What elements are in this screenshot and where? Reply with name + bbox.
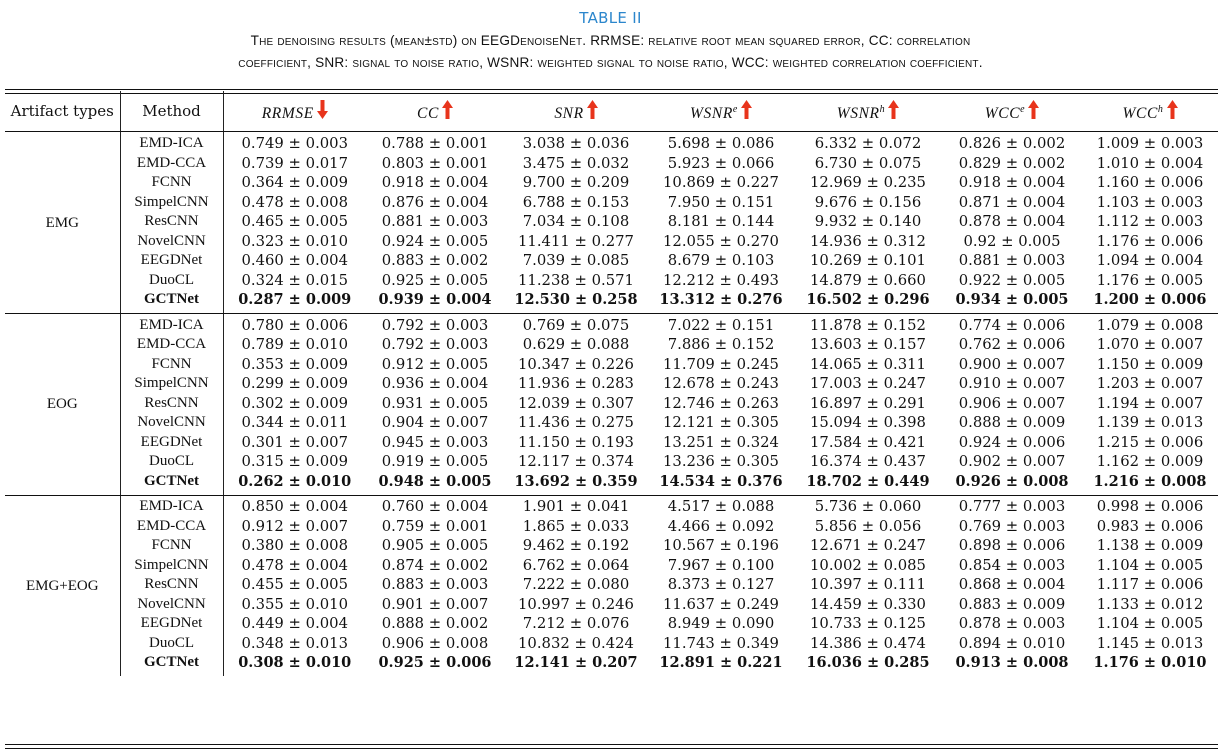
metric-value-cell: 0.871 ± 0.004 bbox=[958, 193, 1066, 211]
metric-value-cell: 0.876 ± 0.004 bbox=[381, 193, 489, 211]
metric-value-cell: 5.698 ± 0.086 bbox=[667, 135, 775, 152]
method-cell: GCTNet bbox=[120, 653, 223, 676]
group-separator-rule bbox=[5, 313, 1218, 314]
metric-superscript: e bbox=[732, 103, 738, 115]
arrow-down-icon bbox=[317, 100, 328, 119]
method-cell: GCTNet bbox=[120, 472, 223, 495]
metric-value-cell: 16.897 ± 0.291 bbox=[810, 394, 926, 412]
metric-value-cell: 1.176 ± 0.006 bbox=[1096, 232, 1204, 250]
metric-value-cell: 8.679 ± 0.103 bbox=[667, 252, 775, 269]
metric-value-cell: 18.702 ± 0.449 bbox=[806, 472, 930, 490]
metric-value-cell: 13.251 ± 0.324 bbox=[663, 433, 779, 451]
metric-value-cell: 11.709 ± 0.245 bbox=[663, 355, 779, 373]
table-header bbox=[5, 91, 1218, 131]
metric-value-cell: 0.769 ± 0.003 bbox=[958, 517, 1066, 535]
metric-value-cell: 11.743 ± 0.349 bbox=[663, 634, 779, 652]
metric-value-cell: 9.932 ± 0.140 bbox=[814, 213, 922, 230]
metric-value-cell: 5.736 ± 0.060 bbox=[814, 498, 922, 515]
metric-label: WCC bbox=[984, 104, 1021, 122]
arrow-up-icon bbox=[1028, 100, 1039, 119]
header-metric-cc bbox=[366, 91, 504, 131]
metric-value-cell: 0.455 ± 0.005 bbox=[241, 576, 349, 593]
table-row bbox=[5, 251, 1218, 271]
metric-value-cell: 0.912 ± 0.007 bbox=[241, 517, 349, 535]
metric-value-cell: 14.386 ± 0.474 bbox=[810, 634, 926, 652]
table-row bbox=[5, 394, 1218, 414]
metric-value-cell: 0.939 ± 0.004 bbox=[378, 291, 492, 308]
metric-value-cell: 1.200 ± 0.006 bbox=[1093, 291, 1207, 308]
metric-value-cell: 12.039 ± 0.307 bbox=[518, 394, 634, 412]
metric-value-cell: 0.948 ± 0.005 bbox=[378, 472, 492, 490]
table-row bbox=[5, 193, 1218, 213]
metric-value-cell: 0.998 ± 0.006 bbox=[1096, 498, 1204, 515]
method-cell: EEGDNet bbox=[120, 251, 223, 271]
metric-value-cell: 10.347 ± 0.226 bbox=[518, 355, 634, 373]
metric-value-cell: 6.762 ± 0.064 bbox=[522, 556, 630, 574]
metric-value-cell: 1.216 ± 0.008 bbox=[1093, 472, 1207, 490]
metric-value-cell: 0.449 ± 0.004 bbox=[241, 615, 349, 632]
table-row bbox=[5, 154, 1218, 174]
table-row bbox=[5, 271, 1218, 291]
table-row bbox=[5, 433, 1218, 453]
metric-value-cell: 0.901 ± 0.007 bbox=[381, 595, 489, 613]
metric-value-cell: 0.287 ± 0.009 bbox=[238, 291, 352, 308]
metric-value-cell: 0.315 ± 0.009 bbox=[241, 453, 349, 470]
method-cell: ResCNN bbox=[120, 575, 223, 595]
metric-value-cell: 0.629 ± 0.088 bbox=[522, 336, 630, 353]
header-metric-wsnre bbox=[648, 91, 794, 131]
method-cell: FCNN bbox=[120, 355, 223, 375]
metric-value-cell: 6.332 ± 0.072 bbox=[814, 135, 922, 152]
metric-value-cell: 11.150 ± 0.193 bbox=[518, 433, 634, 451]
header-method: Method bbox=[120, 91, 223, 131]
metric-value-cell: 0.774 ± 0.006 bbox=[958, 316, 1066, 334]
method-cell: EMD-CCA bbox=[120, 517, 223, 537]
metric-value-cell: 0.792 ± 0.003 bbox=[381, 336, 489, 353]
metric-value-cell: 0.380 ± 0.008 bbox=[241, 537, 349, 554]
metric-value-cell: 0.924 ± 0.006 bbox=[958, 433, 1066, 451]
method-cell: GCTNet bbox=[120, 290, 223, 313]
artifact-type-cell: EMG+EOG bbox=[5, 494, 120, 676]
metric-value-cell: 1.079 ± 0.008 bbox=[1096, 316, 1204, 334]
table-caption-line-2: coefficient, SNR: signal to noise ratio, WSNR: weighted signal to noise ratio, WCC: weighted correlation coefficient. bbox=[238, 55, 983, 70]
metric-value-cell: 0.760 ± 0.004 bbox=[381, 498, 489, 515]
metric-value-cell: 1.070 ± 0.007 bbox=[1096, 336, 1204, 353]
method-cell: DuoCL bbox=[120, 271, 223, 291]
metric-value-cell: 16.374 ± 0.437 bbox=[810, 453, 926, 470]
metric-value-cell: 0.913 ± 0.008 bbox=[955, 654, 1069, 671]
metric-value-cell: 0.922 ± 0.005 bbox=[958, 271, 1066, 289]
table-row bbox=[5, 212, 1218, 232]
metric-value-cell: 0.353 ± 0.009 bbox=[241, 355, 349, 373]
metric-label: WSNR bbox=[836, 104, 880, 122]
metric-value-cell: 1.176 ± 0.005 bbox=[1096, 271, 1204, 289]
metric-value-cell: 1.194 ± 0.007 bbox=[1096, 394, 1204, 412]
results-table bbox=[5, 91, 1218, 676]
metric-value-cell: 11.238 ± 0.571 bbox=[518, 271, 634, 289]
metric-value-cell: 10.733 ± 0.125 bbox=[810, 615, 926, 632]
method-cell: ResCNN bbox=[120, 394, 223, 414]
metric-value-cell: 12.671 ± 0.247 bbox=[810, 537, 926, 554]
metric-value-cell: 0.918 ± 0.004 bbox=[958, 174, 1066, 191]
metric-value-cell: 14.879 ± 0.660 bbox=[810, 271, 926, 289]
header-row bbox=[5, 91, 1218, 131]
metric-value-cell: 0.364 ± 0.009 bbox=[241, 174, 349, 191]
metric-value-cell: 5.856 ± 0.056 bbox=[814, 517, 922, 535]
metric-value-cell: 7.034 ± 0.108 bbox=[522, 213, 630, 230]
metric-value-cell: 13.236 ± 0.305 bbox=[663, 453, 779, 470]
metric-value-cell: 4.517 ± 0.088 bbox=[667, 498, 775, 515]
metric-value-cell: 0.926 ± 0.008 bbox=[955, 472, 1069, 490]
metric-value-cell: 12.117 ± 0.374 bbox=[518, 453, 634, 470]
metric-value-cell: 0.803 ± 0.001 bbox=[381, 154, 489, 172]
table-row bbox=[5, 517, 1218, 537]
method-cell: DuoCL bbox=[120, 634, 223, 654]
method-cell: NovelCNN bbox=[120, 232, 223, 252]
table-row bbox=[5, 472, 1218, 495]
metric-value-cell: 10.002 ± 0.085 bbox=[810, 556, 926, 574]
metric-value-cell: 12.212 ± 0.493 bbox=[663, 271, 779, 289]
metric-value-cell: 3.038 ± 0.036 bbox=[522, 135, 630, 152]
metric-value-cell: 17.003 ± 0.247 bbox=[810, 375, 926, 392]
metric-value-cell: 0.906 ± 0.007 bbox=[958, 394, 1066, 412]
metric-value-cell: 0.850 ± 0.004 bbox=[241, 498, 349, 515]
metric-value-cell: 0.936 ± 0.004 bbox=[381, 375, 489, 392]
table-top-rule bbox=[5, 89, 1218, 90]
table-row bbox=[5, 556, 1218, 576]
metric-value-cell: 7.950 ± 0.151 bbox=[667, 193, 775, 211]
metric-value-cell: 1.009 ± 0.003 bbox=[1096, 135, 1204, 152]
metric-label: RRMSE bbox=[261, 104, 314, 122]
table-row bbox=[5, 131, 1218, 154]
metric-value-cell: 1.150 ± 0.009 bbox=[1096, 355, 1204, 373]
metric-value-cell: 7.967 ± 0.100 bbox=[667, 556, 775, 574]
table-row bbox=[5, 494, 1218, 517]
table-row bbox=[5, 575, 1218, 595]
metric-value-cell: 0.868 ± 0.004 bbox=[958, 576, 1066, 593]
metric-value-cell: 0.344 ± 0.011 bbox=[241, 414, 349, 431]
metric-value-cell: 0.931 ± 0.005 bbox=[381, 394, 489, 412]
header-metric-wsnrh bbox=[794, 91, 942, 131]
group-separator-rule bbox=[5, 495, 1218, 496]
metric-value-cell: 10.832 ± 0.424 bbox=[518, 634, 634, 652]
metric-value-cell: 0.739 ± 0.017 bbox=[241, 154, 349, 172]
metric-value-cell: 0.874 ± 0.002 bbox=[381, 556, 489, 574]
table-row bbox=[5, 313, 1218, 336]
metric-value-cell: 0.883 ± 0.002 bbox=[381, 252, 489, 269]
method-cell: ResCNN bbox=[120, 212, 223, 232]
metric-value-cell: 0.792 ± 0.003 bbox=[381, 316, 489, 334]
table-row bbox=[5, 595, 1218, 615]
metric-value-cell: 14.534 ± 0.376 bbox=[659, 472, 783, 490]
artifact-type-cell: EOG bbox=[5, 313, 120, 495]
metric-value-cell: 0.924 ± 0.005 bbox=[381, 232, 489, 250]
arrow-up-icon bbox=[587, 100, 598, 119]
results-table-container bbox=[5, 91, 1218, 676]
metric-value-cell: 17.584 ± 0.421 bbox=[810, 433, 926, 451]
table-label: TABLE II bbox=[579, 9, 642, 27]
method-cell: EEGDNet bbox=[120, 433, 223, 453]
method-cell: FCNN bbox=[120, 173, 223, 193]
metric-value-cell: 11.637 ± 0.249 bbox=[663, 595, 779, 613]
metric-value-cell: 14.459 ± 0.330 bbox=[810, 595, 926, 613]
artifact-type-cell: EMG bbox=[5, 131, 120, 313]
metric-value-cell: 1.104 ± 0.005 bbox=[1096, 615, 1204, 632]
metric-value-cell: 1.139 ± 0.013 bbox=[1096, 414, 1204, 431]
metric-value-cell: 0.759 ± 0.001 bbox=[381, 517, 489, 535]
header-metric-snr bbox=[504, 91, 648, 131]
metric-value-cell: 0.925 ± 0.005 bbox=[381, 271, 489, 289]
metric-value-cell: 8.181 ± 0.144 bbox=[667, 213, 775, 230]
metric-superscript: h bbox=[879, 103, 886, 115]
table-row bbox=[5, 413, 1218, 433]
metric-value-cell: 1.103 ± 0.003 bbox=[1096, 193, 1204, 211]
metric-value-cell: 0.910 ± 0.007 bbox=[958, 375, 1066, 392]
method-cell: EMD-CCA bbox=[120, 154, 223, 174]
metric-value-cell: 0.902 ± 0.007 bbox=[958, 453, 1066, 470]
metric-value-cell: 7.039 ± 0.085 bbox=[522, 252, 630, 269]
metric-value-cell: 13.312 ± 0.276 bbox=[659, 291, 783, 308]
table-row bbox=[5, 173, 1218, 193]
metric-value-cell: 8.373 ± 0.127 bbox=[667, 576, 775, 593]
metric-value-cell: 0.302 ± 0.009 bbox=[241, 394, 349, 412]
metric-value-cell: 0.301 ± 0.007 bbox=[241, 433, 349, 451]
metric-value-cell: 0.460 ± 0.004 bbox=[241, 252, 349, 269]
metric-value-cell: 1.865 ± 0.033 bbox=[522, 517, 630, 535]
metric-value-cell: 0.878 ± 0.004 bbox=[958, 213, 1066, 230]
table-row bbox=[5, 536, 1218, 556]
metric-value-cell: 1.162 ± 0.009 bbox=[1096, 453, 1204, 470]
metric-value-cell: 11.878 ± 0.152 bbox=[810, 316, 926, 334]
metric-label: WCC bbox=[1122, 104, 1158, 122]
method-cell: EMD-CCA bbox=[120, 335, 223, 355]
metric-value-cell: 0.906 ± 0.008 bbox=[381, 634, 489, 652]
metric-value-cell: 0.769 ± 0.075 bbox=[522, 316, 630, 334]
table-row bbox=[5, 452, 1218, 472]
metric-value-cell: 0.881 ± 0.003 bbox=[381, 213, 489, 230]
metric-value-cell: 12.141 ± 0.207 bbox=[514, 654, 638, 671]
metric-value-cell: 13.692 ± 0.359 bbox=[514, 472, 638, 490]
metric-value-cell: 10.567 ± 0.196 bbox=[663, 537, 779, 554]
table-body bbox=[5, 131, 1218, 676]
metric-value-cell: 4.466 ± 0.092 bbox=[667, 517, 775, 535]
method-cell: DuoCL bbox=[120, 452, 223, 472]
metric-value-cell: 14.065 ± 0.311 bbox=[810, 355, 926, 373]
header-metric-rrmse bbox=[223, 91, 366, 131]
metric-value-cell: 8.949 ± 0.090 bbox=[667, 615, 775, 632]
metric-value-cell: 0.894 ± 0.010 bbox=[958, 634, 1066, 652]
metric-value-cell: 0.888 ± 0.002 bbox=[381, 615, 489, 632]
method-cell: FCNN bbox=[120, 536, 223, 556]
metric-value-cell: 1.112 ± 0.003 bbox=[1096, 213, 1204, 230]
metric-value-cell: 0.749 ± 0.003 bbox=[241, 135, 349, 152]
metric-value-cell: 0.826 ± 0.002 bbox=[958, 135, 1066, 152]
metric-value-cell: 16.036 ± 0.285 bbox=[806, 654, 930, 671]
metric-value-cell: 1.117 ± 0.006 bbox=[1096, 576, 1204, 593]
table-bottom-rule bbox=[5, 744, 1218, 745]
metric-value-cell: 0.262 ± 0.010 bbox=[238, 472, 352, 490]
method-cell: EMD-ICA bbox=[120, 313, 223, 336]
metric-value-cell: 0.912 ± 0.005 bbox=[381, 355, 489, 373]
method-cell: NovelCNN bbox=[120, 413, 223, 433]
metric-value-cell: 0.777 ± 0.003 bbox=[958, 498, 1066, 515]
metric-value-cell: 0.905 ± 0.005 bbox=[381, 537, 489, 554]
metric-value-cell: 0.918 ± 0.004 bbox=[381, 174, 489, 191]
header-metric-wcce bbox=[942, 91, 1082, 131]
method-cell: EEGDNet bbox=[120, 614, 223, 634]
table-row bbox=[5, 374, 1218, 394]
metric-value-cell: 9.676 ± 0.156 bbox=[814, 193, 922, 211]
metric-value-cell: 7.212 ± 0.076 bbox=[522, 615, 630, 632]
metric-value-cell: 7.022 ± 0.151 bbox=[667, 316, 775, 334]
metric-value-cell: 3.475 ± 0.032 bbox=[522, 154, 630, 172]
metric-value-cell: 12.891 ± 0.221 bbox=[659, 654, 783, 671]
metric-value-cell: 1.010 ± 0.004 bbox=[1096, 154, 1204, 172]
table-row bbox=[5, 335, 1218, 355]
metric-value-cell: 12.678 ± 0.243 bbox=[663, 375, 779, 392]
metric-value-cell: 0.881 ± 0.003 bbox=[958, 252, 1066, 269]
metric-value-cell: 0.878 ± 0.003 bbox=[958, 615, 1066, 632]
metric-value-cell: 1.176 ± 0.010 bbox=[1093, 654, 1207, 671]
metric-label: CC bbox=[417, 104, 439, 122]
table-caption-line-1: The denoising results (mean±std) on EEGDenoiseNet. RRMSE: relative root mean squared error, CC: correlation bbox=[250, 33, 971, 48]
metric-value-cell: 1.160 ± 0.006 bbox=[1096, 174, 1204, 191]
metric-value-cell: 0.324 ± 0.015 bbox=[241, 271, 349, 289]
metric-value-cell: 0.919 ± 0.005 bbox=[381, 453, 489, 470]
metric-value-cell: 0.883 ± 0.003 bbox=[381, 576, 489, 593]
metric-value-cell: 0.92 ± 0.005 bbox=[963, 232, 1061, 250]
method-cell: EMD-ICA bbox=[120, 131, 223, 154]
table-row bbox=[5, 355, 1218, 375]
table-bottom-rule-inner bbox=[5, 748, 1218, 749]
metric-value-cell: 0.945 ± 0.003 bbox=[381, 433, 489, 451]
metric-value-cell: 12.121 ± 0.305 bbox=[663, 414, 779, 431]
metric-value-cell: 0.883 ± 0.009 bbox=[958, 595, 1066, 613]
method-cell: SimpelCNN bbox=[120, 193, 223, 213]
header-artifact-types: Artifact types bbox=[5, 91, 120, 131]
arrow-up-icon bbox=[1167, 100, 1178, 119]
metric-value-cell: 1.215 ± 0.006 bbox=[1096, 433, 1204, 451]
metric-value-cell: 12.530 ± 0.258 bbox=[514, 291, 638, 308]
arrow-up-icon bbox=[442, 100, 453, 119]
metric-value-cell: 7.222 ± 0.080 bbox=[522, 576, 630, 593]
metric-value-cell: 10.269 ± 0.101 bbox=[810, 252, 926, 269]
arrow-up-icon bbox=[741, 100, 752, 119]
metric-value-cell: 0.888 ± 0.009 bbox=[958, 414, 1066, 431]
metric-value-cell: 0.898 ± 0.006 bbox=[958, 537, 1066, 554]
metric-value-cell: 5.923 ± 0.066 bbox=[667, 154, 775, 172]
metric-value-cell: 1.104 ± 0.005 bbox=[1096, 556, 1204, 574]
metric-value-cell: 0.788 ± 0.001 bbox=[381, 135, 489, 152]
metric-value-cell: 1.203 ± 0.007 bbox=[1096, 375, 1204, 392]
metric-value-cell: 0.348 ± 0.013 bbox=[241, 634, 349, 652]
metric-value-cell: 12.746 ± 0.263 bbox=[663, 394, 779, 412]
method-cell: NovelCNN bbox=[120, 595, 223, 615]
metric-value-cell: 0.780 ± 0.006 bbox=[241, 316, 349, 334]
method-cell: EMD-ICA bbox=[120, 494, 223, 517]
metric-value-cell: 0.465 ± 0.005 bbox=[241, 213, 349, 230]
metric-value-cell: 0.983 ± 0.006 bbox=[1096, 517, 1204, 535]
metric-value-cell: 6.788 ± 0.153 bbox=[522, 193, 630, 211]
table-row bbox=[5, 614, 1218, 634]
metric-value-cell: 1.145 ± 0.013 bbox=[1096, 634, 1204, 652]
metric-label: WSNR bbox=[690, 104, 733, 122]
metric-value-cell: 11.936 ± 0.283 bbox=[518, 375, 634, 392]
metric-value-cell: 0.900 ± 0.007 bbox=[958, 355, 1066, 373]
metric-value-cell: 12.055 ± 0.270 bbox=[663, 232, 779, 250]
metric-value-cell: 0.355 ± 0.010 bbox=[241, 595, 349, 613]
metric-value-cell: 0.854 ± 0.003 bbox=[958, 556, 1066, 574]
metric-value-cell: 9.700 ± 0.209 bbox=[522, 174, 630, 191]
metric-value-cell: 13.603 ± 0.157 bbox=[810, 336, 926, 353]
metric-value-cell: 1.138 ± 0.009 bbox=[1096, 537, 1204, 554]
metric-value-cell: 7.886 ± 0.152 bbox=[667, 336, 775, 353]
metric-value-cell: 1.094 ± 0.004 bbox=[1096, 252, 1204, 269]
metric-value-cell: 12.969 ± 0.235 bbox=[810, 174, 926, 191]
metric-value-cell: 16.502 ± 0.296 bbox=[806, 291, 930, 308]
table-row bbox=[5, 232, 1218, 252]
metric-value-cell: 0.925 ± 0.006 bbox=[378, 654, 492, 671]
metric-value-cell: 0.478 ± 0.008 bbox=[241, 193, 349, 211]
metric-superscript: h bbox=[1157, 103, 1164, 115]
metric-value-cell: 10.869 ± 0.227 bbox=[663, 174, 779, 191]
metric-value-cell: 0.789 ± 0.010 bbox=[241, 336, 349, 353]
metric-value-cell: 0.904 ± 0.007 bbox=[381, 414, 489, 431]
table-row bbox=[5, 634, 1218, 654]
metric-value-cell: 0.829 ± 0.002 bbox=[958, 154, 1066, 172]
metric-value-cell: 9.462 ± 0.192 bbox=[522, 537, 630, 554]
metric-value-cell: 11.411 ± 0.277 bbox=[518, 232, 634, 250]
table-row bbox=[5, 653, 1218, 676]
metric-superscript: e bbox=[1020, 103, 1026, 115]
metric-value-cell: 1.133 ± 0.012 bbox=[1096, 595, 1204, 613]
method-cell: SimpelCNN bbox=[120, 374, 223, 394]
metric-label: SNR bbox=[554, 104, 584, 122]
metric-value-cell: 0.308 ± 0.010 bbox=[238, 654, 352, 671]
metric-value-cell: 0.478 ± 0.004 bbox=[241, 556, 349, 574]
metric-value-cell: 6.730 ± 0.075 bbox=[814, 154, 922, 172]
metric-value-cell: 1.901 ± 0.041 bbox=[522, 498, 630, 515]
group-separator-rule bbox=[5, 131, 1218, 132]
method-cell: SimpelCNN bbox=[120, 556, 223, 576]
metric-value-cell: 0.323 ± 0.010 bbox=[241, 232, 349, 250]
metric-value-cell: 15.094 ± 0.398 bbox=[810, 414, 926, 431]
metric-value-cell: 10.397 ± 0.111 bbox=[810, 576, 926, 593]
metric-value-cell: 11.436 ± 0.275 bbox=[518, 414, 634, 431]
header-metric-wcch bbox=[1082, 91, 1218, 131]
metric-value-cell: 0.299 ± 0.009 bbox=[241, 375, 349, 392]
table-row bbox=[5, 290, 1218, 313]
metric-value-cell: 0.934 ± 0.005 bbox=[955, 291, 1069, 308]
metric-value-cell: 14.936 ± 0.312 bbox=[810, 232, 926, 250]
metric-value-cell: 10.997 ± 0.246 bbox=[518, 595, 634, 613]
arrow-up-icon bbox=[888, 100, 899, 119]
metric-value-cell: 0.762 ± 0.006 bbox=[958, 336, 1066, 353]
